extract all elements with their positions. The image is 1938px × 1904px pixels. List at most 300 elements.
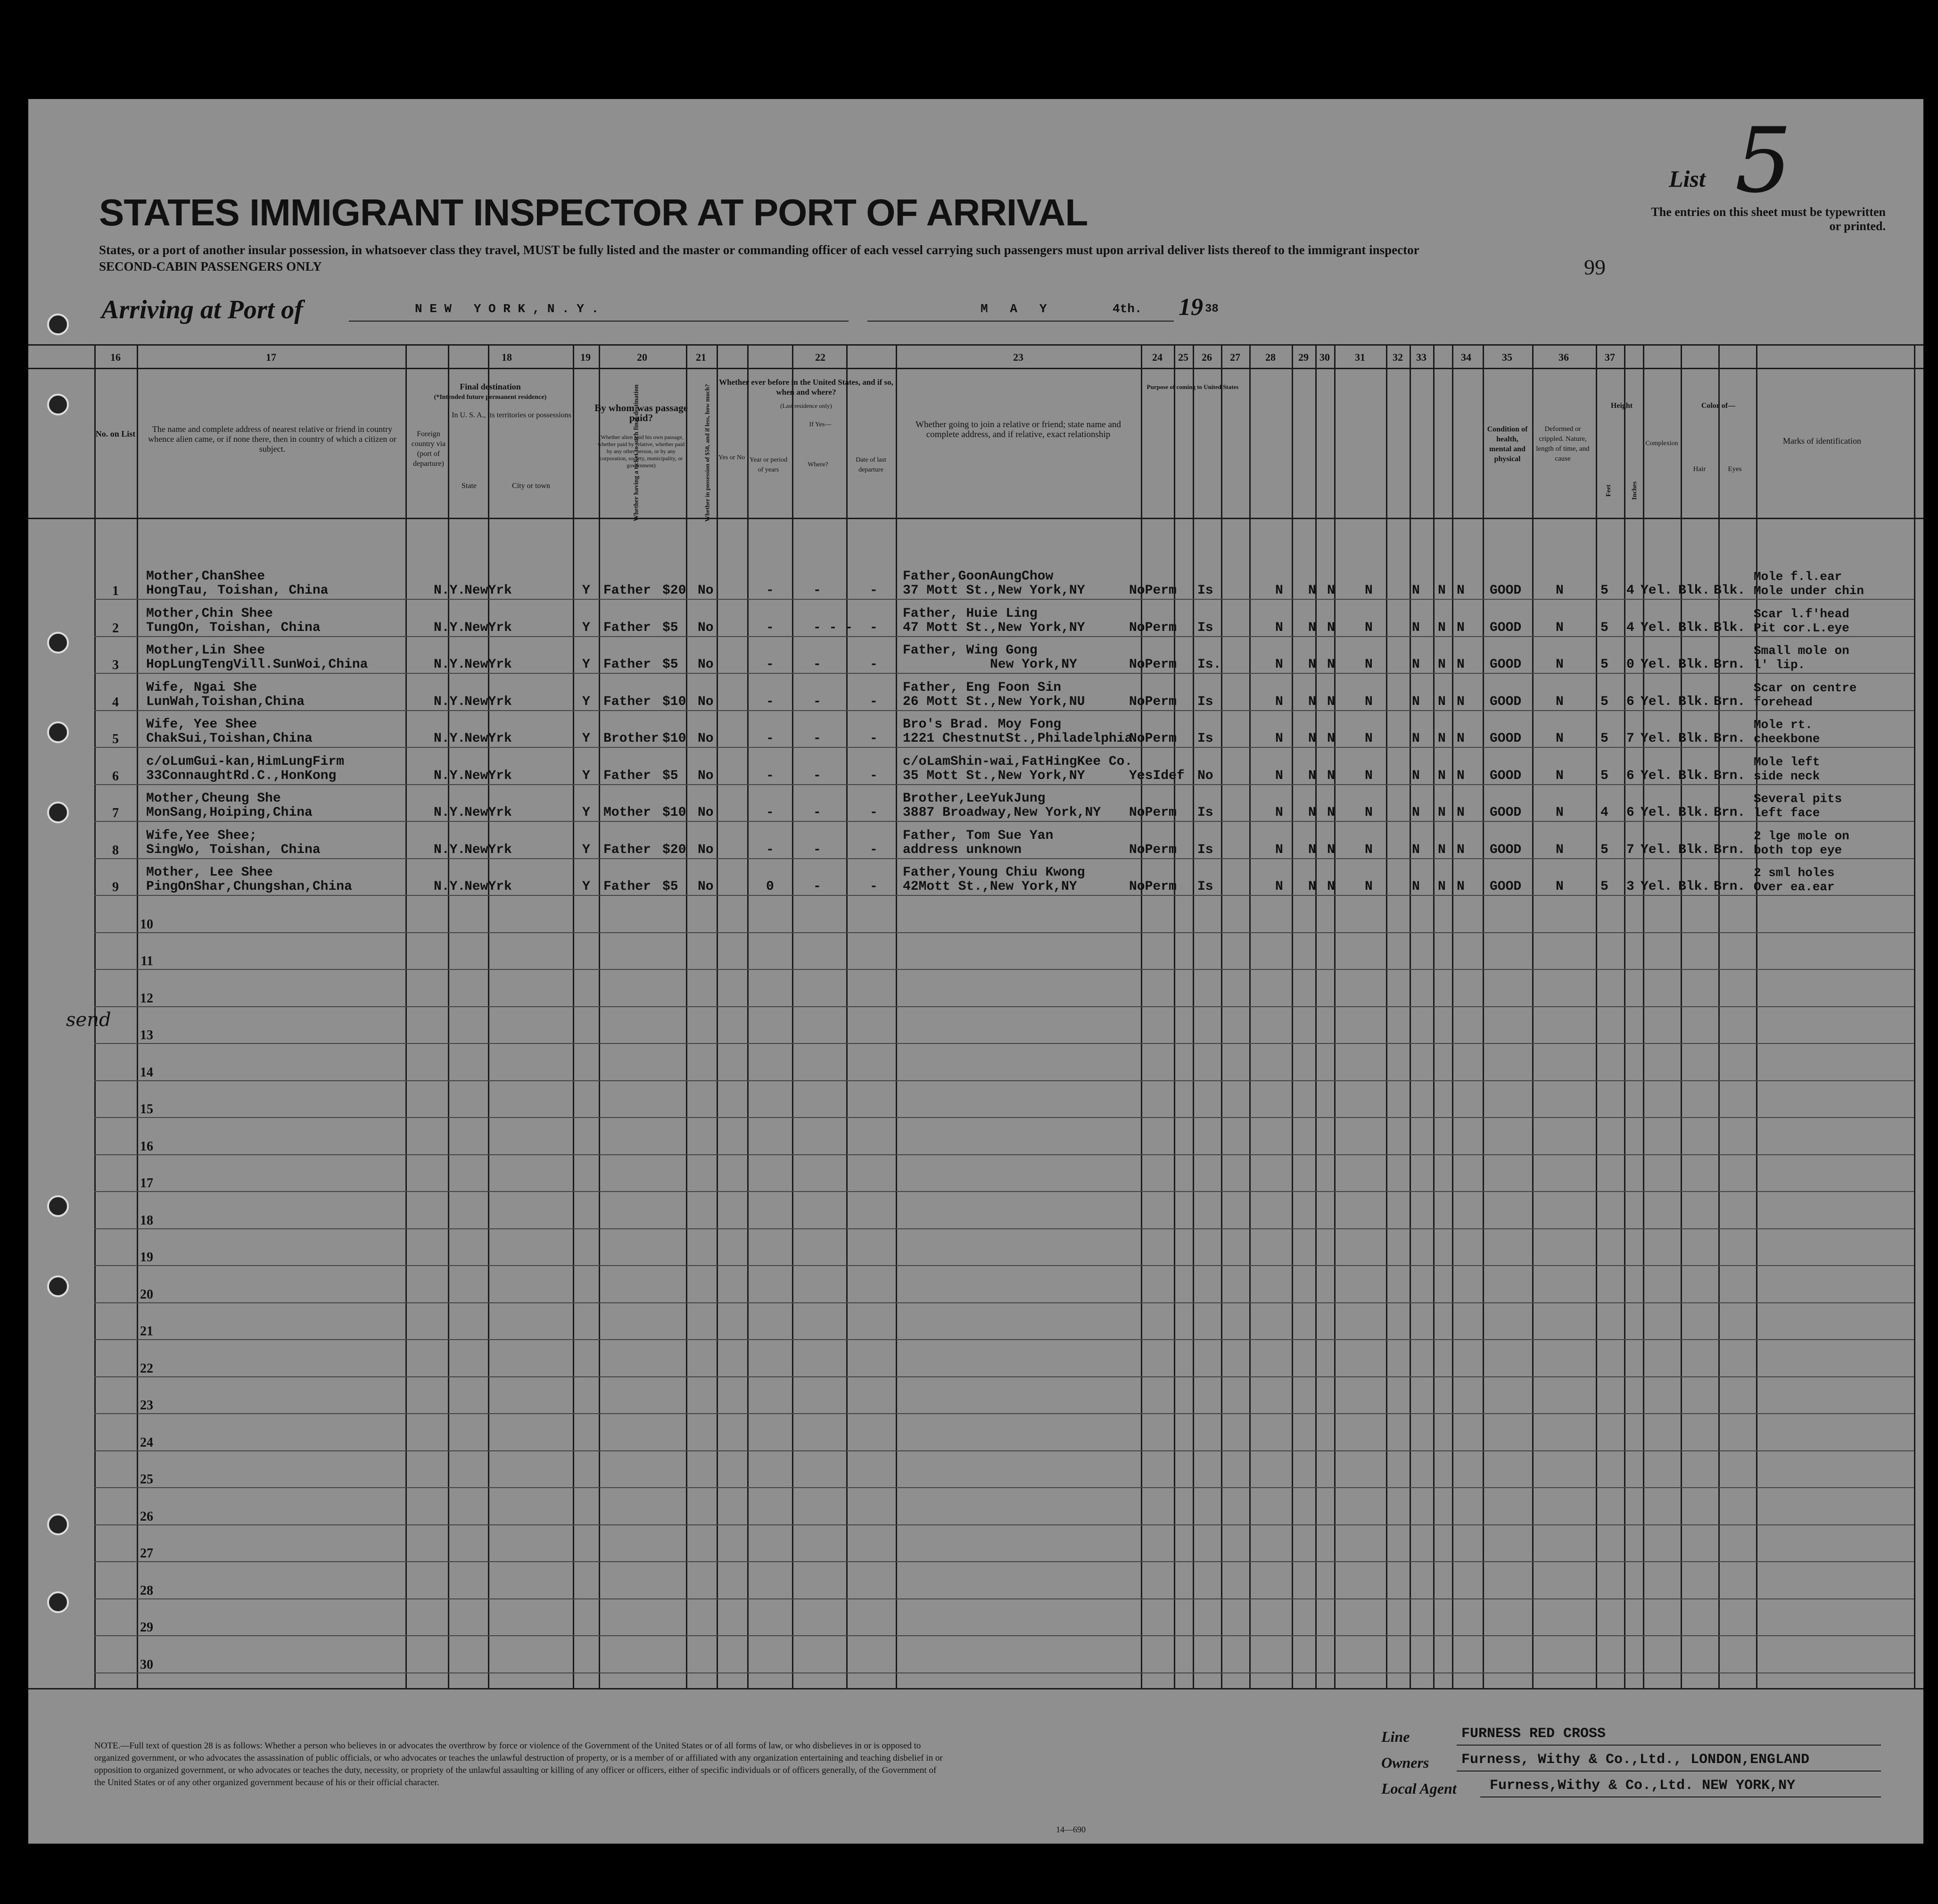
arriving-line (101, 295, 303, 325)
cell-c25: N (1275, 583, 1283, 598)
cell-c30: N (1438, 879, 1446, 894)
cell-money: $10 (662, 694, 686, 709)
header-in-usa: In U. S. A., its territories or possessions (452, 411, 571, 419)
cell-period: 0 (766, 879, 774, 894)
row-number: 5 (112, 732, 119, 746)
cell-money: $20 (662, 583, 686, 598)
entries-note: The entries on this sheet must be typewritten or printed. (1651, 205, 1886, 233)
cell-c30: N (1438, 583, 1446, 598)
cell-c29: N (1412, 657, 1420, 672)
empty-row-number: 24 (140, 1435, 153, 1450)
cell-c27: N (1327, 583, 1335, 598)
column-number: 19 (580, 351, 591, 363)
cell-deformed: N (1556, 879, 1564, 894)
cell-join-line2: 37 Mott St.,New York,NY (903, 583, 1085, 598)
header-bottom-border (28, 518, 1923, 519)
empty-row-number: 23 (140, 1398, 153, 1413)
row-number: 1 (112, 584, 119, 598)
binder-hole (47, 1275, 69, 1297)
row-divider (94, 599, 1914, 600)
cell-hair: Blk. (1678, 583, 1710, 598)
header-feet: Feet (1605, 484, 1612, 497)
cell-c26: N (1308, 731, 1316, 746)
row-divider (94, 1228, 1914, 1229)
cell-relative-line2: LunWah,Toishan,China (146, 694, 305, 709)
cell-relative-line1: Wife,Yee Shee; (146, 828, 257, 843)
cell-join-line1: Father, Wing Gong (903, 643, 1038, 658)
manifest-sheet (28, 99, 1923, 1844)
column-divider (1315, 344, 1317, 1688)
column-divider (846, 344, 848, 1688)
cell-state: N.Y. (434, 731, 466, 746)
cell-c27: N (1327, 805, 1335, 820)
column-number: 37 (1605, 351, 1615, 363)
cell-marks-line2: l' lip. (1754, 658, 1806, 672)
cell-c29: N (1412, 768, 1420, 783)
empty-row-number: 30 (140, 1657, 153, 1672)
cell-marks-line2: left face (1754, 806, 1820, 820)
cell-marks-line1: Mole rt. (1754, 718, 1813, 732)
cell-col-is: Is (1197, 620, 1213, 635)
cell-state: N.Y. (434, 657, 466, 672)
cell-c27: N (1327, 768, 1335, 783)
cell-col-is: Is (1197, 731, 1213, 746)
cell-health: GOOD (1490, 620, 1522, 635)
row-divider (94, 932, 1914, 933)
cell-c25: N (1275, 768, 1283, 783)
cell-relative-line2: SingWo, Toishan, China (146, 842, 321, 857)
cell-c31: N (1457, 842, 1465, 857)
column-divider (1292, 344, 1293, 1688)
cell-deformed: N (1556, 731, 1564, 746)
cell-join-line2: 1221 ChestnutSt.,Philadelphia (903, 731, 1133, 746)
cell-join-line1: Father, Tom Sue Yan (903, 828, 1054, 843)
cell-city: NewYrk (464, 842, 512, 857)
cell-col-is: Is (1197, 842, 1213, 857)
cell-purpose: NoPerm (1129, 620, 1177, 635)
cell-complexion: Yel. (1641, 879, 1673, 894)
binder-hole (47, 632, 69, 654)
cell-before: No (698, 879, 714, 894)
cell-paid-by: Father (603, 620, 651, 635)
column-divider (1452, 344, 1453, 1688)
cell-ticket: Y (582, 805, 590, 820)
column-number: 24 (1152, 351, 1163, 363)
header-complexion: Complexion (1645, 440, 1678, 447)
cell-feet: 5 (1600, 620, 1608, 635)
cell-c29: N (1412, 583, 1420, 598)
cell-c29: N (1412, 694, 1420, 709)
cell-c27: N (1327, 657, 1335, 672)
cell-paid-by: Father (603, 583, 651, 598)
header-final-destination-note: (*Intended future permanent residence) (434, 394, 547, 401)
header-color-of: Color of— (1701, 402, 1736, 410)
column-divider (792, 344, 793, 1688)
line-label: Line (1381, 1728, 1410, 1745)
cell-c30: N (1438, 805, 1446, 820)
cell-c27: N (1327, 731, 1335, 746)
cell-money: $5 (662, 657, 678, 672)
cell-c25: N (1275, 694, 1283, 709)
cell-health: GOOD (1490, 842, 1522, 857)
year-suffix: 38 (1205, 303, 1219, 315)
margin-handwriting: send (66, 1009, 111, 1031)
cell-before: No (698, 842, 714, 857)
cell-where: - (813, 842, 821, 857)
cell-join-line2: 3887 Broadway,New York,NY (903, 805, 1101, 820)
cell-paid-by: Father (603, 768, 651, 783)
cell-join-line1: Father, Eng Foon Sin (903, 680, 1062, 695)
column-divider (1624, 344, 1625, 1688)
column-divider (1249, 344, 1251, 1688)
cell-inches: 7 (1626, 731, 1634, 746)
cell-before: No (698, 620, 714, 635)
column-number: 32 (1393, 351, 1403, 363)
row-divider (94, 1339, 1914, 1340)
cell-money: $5 (662, 620, 678, 635)
list-number: 5 (1735, 108, 1792, 213)
column-number: 28 (1265, 351, 1276, 363)
empty-row-number: 28 (140, 1583, 153, 1598)
date-underline (867, 321, 1174, 322)
cell-state: N.Y. (434, 842, 466, 857)
cell-c27: N (1327, 879, 1335, 894)
cell-feet: 5 (1600, 583, 1608, 598)
cell-hair: Blk. (1678, 731, 1710, 746)
cell-inches: 4 (1626, 583, 1634, 598)
cell-marks-line2: side neck (1754, 769, 1820, 783)
cell-deformed: N (1556, 583, 1564, 598)
header-passage-paid-note: (Whether alien paid his own passage, whether paid by relative, whether paid by any other person, or by any corporation, society, municipality, or government) (597, 434, 685, 469)
cell-eyes: Brn. (1714, 657, 1746, 672)
cell-inches: 0 (1626, 657, 1634, 672)
cell-departure: - (870, 694, 878, 709)
cell-c25: N (1275, 879, 1283, 894)
cell-c31: N (1457, 620, 1465, 635)
cell-purpose: NoPerm (1129, 583, 1177, 598)
header-ticket: Whether having a ticket to such final destination (633, 384, 640, 522)
cell-departure: - (870, 657, 878, 672)
cell-hair: Blk. (1678, 805, 1710, 820)
arriving-label: Arriving at Port of (101, 295, 303, 324)
binder-hole (47, 314, 69, 335)
cell-join-line1: Father, Huie Ling (903, 606, 1038, 621)
cell-complexion: Yel. (1641, 620, 1673, 635)
page-number: 99 (1584, 255, 1606, 279)
cell-city: NewYrk (464, 731, 512, 746)
cell-marks-line2: cheekbone (1754, 732, 1820, 746)
cell-c31: N (1457, 583, 1465, 598)
cell-state: N.Y. (434, 583, 466, 598)
cell-complexion: Yel. (1641, 694, 1673, 709)
cell-feet: 5 (1600, 657, 1608, 672)
binder-hole (47, 802, 69, 823)
agent-value: Furness,Withy & Co.,Ltd. NEW YORK,NY (1490, 1778, 1796, 1794)
cell-col-is: Is (1197, 583, 1213, 598)
cell-c31: N (1457, 879, 1465, 894)
row-number: 4 (112, 695, 119, 710)
cell-join-line1: Brother,LeeYukJung (903, 791, 1046, 806)
year-prefix: 19 (1179, 294, 1203, 321)
column-number: 31 (1355, 351, 1365, 363)
cell-before: No (698, 657, 714, 672)
row-divider (94, 858, 1914, 859)
cell-relative-line1: c/oLumGui-kan,HimLungFirm (146, 754, 345, 769)
cell-paid-by: Father (603, 842, 651, 857)
cell-where: - (813, 879, 821, 894)
cell-feet: 5 (1600, 694, 1608, 709)
column-divider (1718, 344, 1720, 1688)
cell-feet: 4 (1600, 805, 1608, 820)
cell-c25: N (1275, 657, 1283, 672)
cell-c26: N (1308, 805, 1316, 820)
cell-c25: N (1275, 805, 1283, 820)
cell-marks-line2: forehead (1754, 695, 1813, 709)
cell-period: - (766, 657, 774, 672)
cell-relative-line2: MonSang,Hoiping,China (146, 805, 313, 820)
header-join-relative: Whether going to join a relative or friend; state name and complete address, and if relative, exact relationship (915, 420, 1121, 439)
cell-health: GOOD (1490, 694, 1522, 709)
header-marks-identification: Marks of identification (1783, 436, 1861, 446)
column-divider (1532, 344, 1534, 1688)
cell-departure: - (870, 583, 878, 598)
cell-c30: N (1438, 657, 1446, 672)
empty-row-number: 27 (140, 1546, 153, 1561)
cell-marks-line2: Pit cor.L.eye (1754, 621, 1849, 635)
cell-deformed: N (1556, 694, 1564, 709)
cell-deformed: N (1556, 842, 1564, 857)
cell-c30: N (1438, 694, 1446, 709)
cell-marks-line1: Small mole on (1754, 644, 1849, 658)
row-divider (94, 1376, 1914, 1377)
row-divider (94, 636, 1914, 637)
cell-paid-by: Father (603, 879, 651, 894)
cell-relative-line1: Mother,Cheung She (146, 791, 281, 806)
cell-city: NewYrk (464, 805, 512, 820)
column-number: 20 (637, 351, 647, 363)
cell-period: - (766, 805, 774, 820)
cell-health: GOOD (1490, 879, 1522, 894)
cell-c28: N (1365, 583, 1373, 598)
cell-c28: N (1365, 842, 1373, 857)
binder-hole (47, 1195, 69, 1217)
cell-hair: Blk. (1678, 842, 1710, 857)
cell-col-is: Is. (1197, 657, 1221, 672)
cell-c28: N (1365, 620, 1373, 635)
cell-eyes: Brn. (1714, 731, 1746, 746)
cell-deformed: N (1556, 620, 1564, 635)
row-divider (94, 1561, 1914, 1562)
cell-period: - (766, 731, 774, 746)
cell-where: - (813, 583, 821, 598)
cell-marks-line2: Mole under chin (1754, 584, 1864, 598)
date-day: 4th. (1113, 302, 1142, 316)
cell-complexion: Yel. (1641, 731, 1673, 746)
header-state: State (462, 482, 477, 490)
empty-row-number: 19 (140, 1250, 153, 1265)
page-title: STATES IMMIGRANT INSPECTOR AT PORT OF ARRIVAL (99, 191, 1088, 233)
cell-city: NewYrk (464, 583, 512, 598)
cell-purpose: NoPerm (1129, 879, 1177, 894)
cell-departure: - (870, 768, 878, 783)
cell-c30: N (1438, 768, 1446, 783)
cell-city: NewYrk (464, 694, 512, 709)
cell-departure: - (870, 805, 878, 820)
cell-city: NewYrk (464, 620, 512, 635)
row-divider (94, 1487, 1914, 1488)
cell-before: No (698, 805, 714, 820)
cell-c30: N (1438, 731, 1446, 746)
cell-period: - (766, 694, 774, 709)
cell-ticket: Y (582, 842, 590, 857)
subtitle: States, or a port of another insular possession, in whatsoever class they travel, MUST be fully listed and the master or commanding officer of each vessel carrying such passengers must upon arrival deliver lists thereof to the immigrant inspector (99, 243, 1419, 257)
column-divider (1596, 344, 1597, 1688)
cell-feet: 5 (1600, 879, 1608, 894)
cell-inches: 4 (1626, 620, 1634, 635)
cell-where: - (813, 768, 821, 783)
cell-c26: N (1308, 842, 1316, 857)
header-height: Height (1610, 402, 1633, 410)
empty-row-number: 12 (140, 991, 153, 1006)
cell-hair: Blk. (1678, 879, 1710, 894)
cell-complexion: Yel. (1641, 657, 1673, 672)
cell-period: - (766, 842, 774, 857)
cell-col-is: Is (1197, 879, 1213, 894)
empty-row-number: 26 (140, 1509, 153, 1524)
cell-state: N.Y. (434, 620, 466, 635)
empty-row-number: 11 (140, 954, 153, 969)
cell-purpose: NoPerm (1129, 842, 1177, 857)
cell-departure: - (870, 879, 878, 894)
row-divider (94, 1043, 1914, 1044)
row-divider (94, 710, 1914, 711)
cell-relative-line2: 33ConnaughtRd.C.,HonKong (146, 768, 337, 783)
empty-row-number: 20 (140, 1287, 153, 1302)
cell-c31: N (1457, 657, 1465, 672)
cell-feet: 5 (1600, 768, 1608, 783)
column-number: 23 (1013, 351, 1023, 363)
cell-relative-line2: HopLungTengVill.SunWoi,China (146, 657, 368, 672)
column-divider (1914, 344, 1915, 1688)
cell-before: No (698, 768, 714, 783)
cell-inches: 6 (1626, 805, 1634, 820)
cell-period: - (766, 620, 774, 635)
cell-ticket: Y (582, 620, 590, 635)
cell-feet: 5 (1600, 842, 1608, 857)
column-number: 36 (1559, 351, 1569, 363)
footnote-question-28: NOTE.—Full text of question 28 is as follows: Whether a person who believes in or advocates the overthrow by force or violence of the Government of the United States or of all forms of law, or who disbelieves in or is opposed to organized government, or who advocates the assassination of public officials, or who advocates or teaches the unlawful destruction of property, or is a member of or affiliated with any organization entertaining and teaching disbelief in or opposition to organized government, or who advocates or teaches the duty, necessity, or propriety of the unlawful assaulting or killing of any officer or officers, either of specific individuals or of officers generally, of the Government of the United States or of any other organized government because of his or their official character. (94, 1741, 943, 1788)
cell-eyes: Brn. (1714, 879, 1746, 894)
line-underline (1457, 1745, 1881, 1746)
header-date-departure: Date of last departure (856, 456, 886, 473)
agent-underline (1480, 1796, 1881, 1797)
table-bottom-border (28, 1688, 1923, 1689)
cell-city: NewYrk (464, 879, 512, 894)
cell-hair: Blk. (1678, 694, 1710, 709)
cell-c26: N (1308, 694, 1316, 709)
cell-c28: N (1365, 657, 1373, 672)
header-fifty-dollars: Whether in possession of $50, and if less, how much? (703, 384, 711, 522)
cell-before: No (698, 694, 714, 709)
cell-ticket: Y (582, 879, 590, 894)
binder-hole (47, 1514, 69, 1535)
row-divider (94, 1302, 1914, 1303)
cell-marks-line1: Scar l.f'head (1754, 606, 1849, 621)
header-foreign-country: Foreign country via (port of departure) (411, 430, 446, 468)
cell-health: GOOD (1490, 768, 1522, 783)
cell-join-line1: Bro's Brad. Moy Fong (903, 717, 1062, 732)
cell-city: NewYrk (464, 768, 512, 783)
cell-marks-line1: 2 lge mole on (1754, 828, 1849, 843)
cell-paid-by: Father (603, 657, 651, 672)
column-divider (717, 344, 718, 1688)
cell-paid-by: Brother (603, 731, 659, 746)
cell-relative-line1: Mother,Lin Shee (146, 643, 265, 658)
cell-c27: N (1327, 842, 1335, 857)
column-divider (1681, 344, 1682, 1688)
header-inches: Inches (1631, 481, 1638, 500)
row-divider (94, 1524, 1914, 1525)
row-divider (94, 969, 1914, 970)
row-number: 3 (112, 658, 119, 672)
cell-c29: N (1412, 805, 1420, 820)
cell-before: No (698, 583, 714, 598)
column-number: 22 (815, 351, 825, 363)
cell-relative-line2: TungOn, Toishan, China (146, 620, 321, 635)
empty-row-number: 29 (140, 1620, 153, 1635)
column-number: 34 (1461, 351, 1471, 363)
cell-departure: - (870, 620, 878, 635)
header-deformed: Deformed or crippled. Nature, length of time, and cause (1536, 425, 1590, 463)
cell-eyes: Brn. (1714, 768, 1746, 783)
column-divider (488, 344, 489, 1688)
row-divider (94, 1191, 1914, 1192)
cell-period: - (766, 583, 774, 598)
column-divider (599, 344, 600, 1688)
cell-city: NewYrk (464, 657, 512, 672)
cell-join-line1: c/oLamShin-wai,FatHingKee Co. (903, 754, 1133, 769)
cell-deformed: N (1556, 768, 1564, 783)
cell-join-line2: New York,NY (990, 657, 1077, 672)
column-divider (1433, 344, 1435, 1688)
row-divider (94, 1006, 1914, 1007)
column-divider (1334, 344, 1336, 1688)
header-purpose: Purpose of coming to United States (1146, 383, 1239, 390)
cell-money: $5 (662, 768, 678, 783)
cell-relative-line1: Mother,ChanShee (146, 569, 265, 584)
column-number: 18 (502, 351, 512, 363)
cell-departure: - (870, 731, 878, 746)
header-no-on-list: No. on List (95, 429, 136, 439)
owners-underline (1457, 1771, 1881, 1772)
cell-deformed: N (1556, 657, 1564, 672)
cell-marks-line2: both top eye (1754, 843, 1842, 857)
date-month: M A Y (981, 302, 1047, 316)
cell-join-line1: Father,Young Chiu Kwong (903, 865, 1085, 880)
cell-join-line2: 42Mott St.,New York,NY (903, 879, 1077, 894)
cell-c28: N (1365, 731, 1373, 746)
cell-before: No (698, 731, 714, 746)
cell-c29: N (1412, 879, 1420, 894)
column-divider (747, 344, 749, 1688)
cell-c29: N (1412, 731, 1420, 746)
cell-purpose: NoPerm (1129, 731, 1177, 746)
cell-marks-line1: Scar on centre (1754, 680, 1857, 695)
cell-complexion: Yel. (1641, 768, 1673, 783)
cell-money: $20 (662, 842, 686, 857)
row-divider (94, 1413, 1914, 1414)
cell-feet: 5 (1600, 731, 1608, 746)
